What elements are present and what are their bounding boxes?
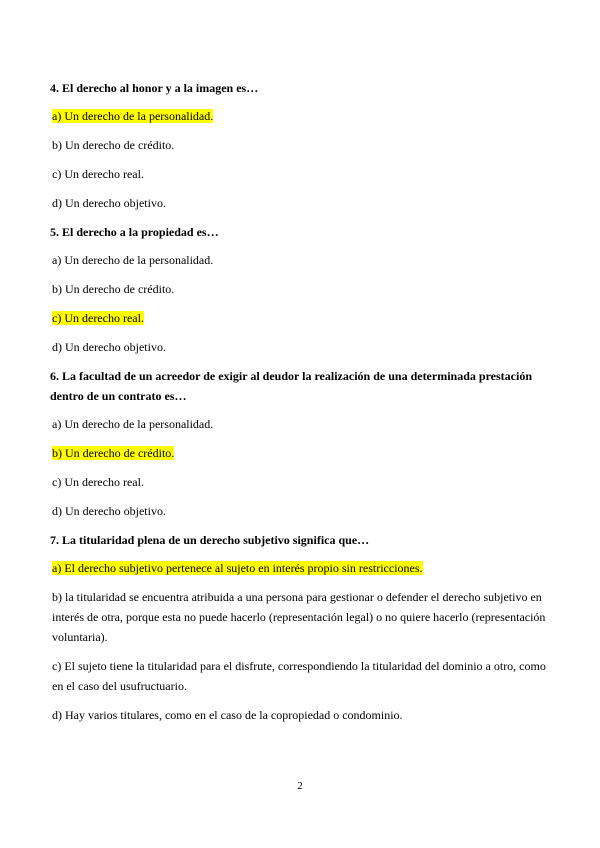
question-title: 4. El derecho al honor y a la imagen es… [50, 81, 259, 95]
answer-option: c) Un derecho real. [52, 475, 144, 489]
answer-option: d) Un derecho objetivo. [52, 340, 166, 354]
page-number: 2 [297, 780, 303, 792]
question-title: 5. El derecho a la propiedad es… [50, 225, 219, 239]
question-title: 7. La titularidad plena de un derecho subjetivo significa que… [50, 533, 370, 547]
answer-option [52, 443, 550, 463]
document-page [50, 78, 550, 734]
answer-option [52, 308, 550, 328]
answer-option: b) la titularidad se encuentra atribuida a una persona para gestionar o defender el derecho subjetivo en interés de otra, porque esta no puede hacerlo (representación legal) o no quiere hacerlo (representación voluntaria). [52, 590, 546, 644]
answer-option: d) Un derecho objetivo. [52, 504, 166, 518]
answer-option: d) Un derecho objetivo. [52, 196, 166, 210]
highlighted-answer: a) El derecho subjetivo pertenece al sujeto en interés propio sin restricciones. [52, 561, 423, 575]
answer-option: c) El sujeto tiene la titularidad para el disfrute, correspondiendo la titularidad del dominio a otro, como en el caso del usufructuario. [52, 659, 546, 693]
question-block [50, 530, 550, 725]
answer-option: a) Un derecho de la personalidad. [52, 253, 214, 267]
answer-option: c) Un derecho real. [52, 167, 144, 181]
question-block [50, 78, 550, 213]
highlighted-answer: c) Un derecho real. [52, 311, 144, 325]
answer-option: b) Un derecho de crédito. [52, 282, 175, 296]
answer-option [52, 558, 550, 578]
question-block [50, 222, 550, 357]
answer-option: d) Hay varios titulares, como en el caso de la copropiedad o condominio. [52, 708, 403, 722]
answer-option: b) Un derecho de crédito. [52, 138, 175, 152]
answer-option [52, 106, 550, 126]
question-block [50, 366, 550, 521]
answer-option: a) Un derecho de la personalidad. [52, 417, 214, 431]
highlighted-answer: b) Un derecho de crédito. [52, 446, 175, 460]
question-title: 6. La facultad de un acreedor de exigir al deudor la realización de una determinada prestación dentro de un contrato es… [50, 369, 532, 403]
highlighted-answer: a) Un derecho de la personalidad. [52, 109, 214, 123]
